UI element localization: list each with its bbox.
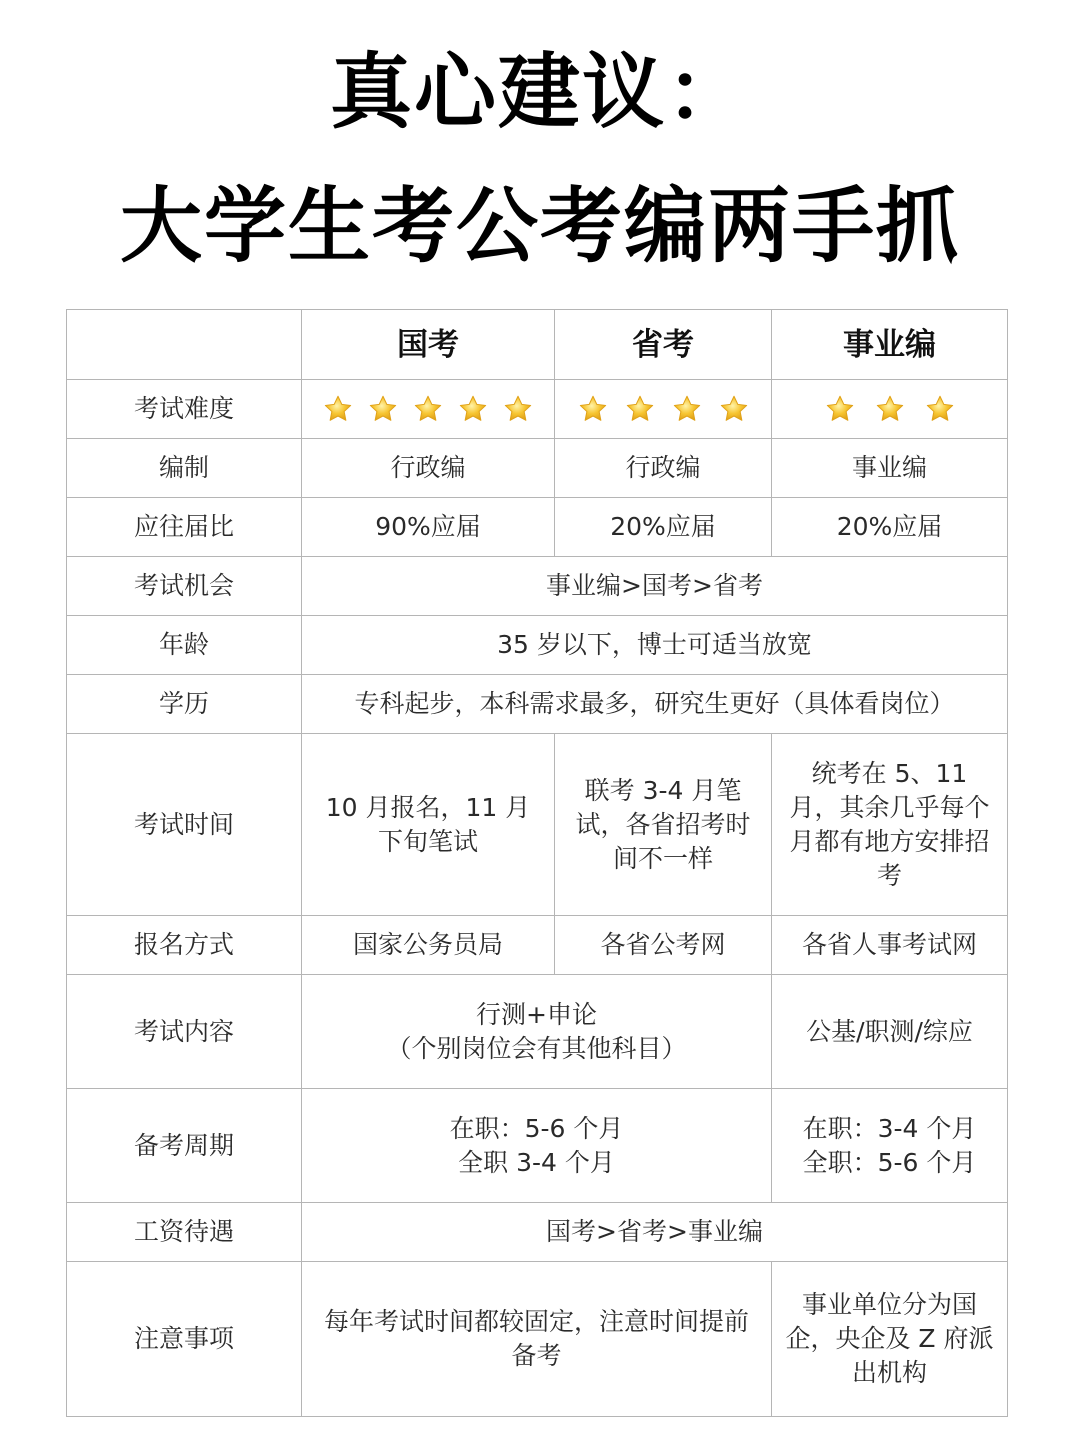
table-header-row: [67, 310, 1008, 380]
signup-shiye: 各省人事考试网: [772, 916, 1008, 975]
time-shiye: 统考在 5、11 月，其余几乎每个月都有地方安排招考: [772, 734, 1008, 916]
signup-shengkao: 各省公考网: [555, 916, 772, 975]
table-row-bianzhi: [67, 439, 1008, 498]
row-label-chance: 考试机会: [67, 557, 302, 616]
star-rating: [565, 394, 761, 424]
prep-gongwuyuan: [302, 1089, 772, 1203]
row-label-prep: 备考周期: [67, 1089, 302, 1203]
star-rating: [312, 394, 544, 424]
row-label-time: 考试时间: [67, 734, 302, 916]
star-emoji-icon: [458, 394, 488, 424]
star-emoji-icon: [413, 394, 443, 424]
star-emoji-icon: [719, 394, 749, 424]
table-row-salary: [67, 1203, 1008, 1262]
ratio-shiye: 20%应届: [772, 498, 1008, 557]
prep-gongwuyuan-line-2: 全职 3-4 个月: [458, 1147, 615, 1177]
table-row-difficulty: [67, 380, 1008, 439]
bianzhi-shiye: 事业编: [772, 439, 1008, 498]
star-emoji-icon: [672, 394, 702, 424]
table-row-education: [67, 675, 1008, 734]
page-title-line-1: 真心建议：: [329, 45, 750, 140]
chance-all: 事业编>国考>省考: [302, 557, 1008, 616]
header-shengkao: 省考: [555, 310, 772, 380]
row-label-notes: 注意事项: [67, 1262, 302, 1417]
prep-shiye: [772, 1089, 1008, 1203]
difficulty-shiye: [772, 380, 1008, 439]
page-title-line-2: 大学生考公考编两手抓: [119, 179, 960, 274]
header-empty-cell: [67, 310, 302, 380]
salary-all: 国考>省考>事业编: [302, 1203, 1008, 1262]
header-guokao: 国考: [302, 310, 555, 380]
star-emoji-icon: [503, 394, 533, 424]
star-emoji-icon: [368, 394, 398, 424]
ratio-shengkao: 20%应届: [555, 498, 772, 557]
signup-guokao: 国家公务员局: [302, 916, 555, 975]
age-all: 35 岁以下，博士可适当放宽: [302, 616, 1008, 675]
row-label-content: 考试内容: [67, 975, 302, 1089]
content-gongwuyuan: [302, 975, 772, 1089]
table-row-content: [67, 975, 1008, 1089]
bianzhi-guokao: 行政编: [302, 439, 555, 498]
star-emoji-icon: [925, 394, 955, 424]
row-label-age: 年龄: [67, 616, 302, 675]
difficulty-shengkao: [555, 380, 772, 439]
row-label-signup: 报名方式: [67, 916, 302, 975]
header-shiye: 事业编: [772, 310, 1008, 380]
content-shiye: 公基/职测/综应: [772, 975, 1008, 1089]
row-label-education: 学历: [67, 675, 302, 734]
time-shengkao: 联考 3-4 月笔试，各省招考时间不一样: [555, 734, 772, 916]
table-row-notes: [67, 1262, 1008, 1417]
content-gongwuyuan-line-2: （个别岗位会有其他科目）: [386, 1033, 687, 1063]
prep-shiye-line-2: 全职：5-6 个月: [802, 1147, 977, 1177]
table-row-age: [67, 616, 1008, 675]
table-row-signup: [67, 916, 1008, 975]
time-guokao: 10 月报名，11 月下旬笔试: [302, 734, 555, 916]
star-emoji-icon: [825, 394, 855, 424]
star-emoji-icon: [875, 394, 905, 424]
star-emoji-icon: [323, 394, 353, 424]
star-rating: [782, 394, 997, 424]
table-row-time: [67, 734, 1008, 916]
bianzhi-shengkao: 行政编: [555, 439, 772, 498]
row-label-salary: 工资待遇: [67, 1203, 302, 1262]
table-row-ratio: [67, 498, 1008, 557]
row-label-difficulty: 考试难度: [67, 380, 302, 439]
difficulty-guokao: [302, 380, 555, 439]
table-row-chance: [67, 557, 1008, 616]
notes-shiye: 事业单位分为国企，央企及 Z 府派出机构: [772, 1262, 1008, 1417]
notes-gongwuyuan: 每年考试时间都较固定，注意时间提前备考: [302, 1262, 772, 1417]
table-row-prep: [67, 1089, 1008, 1203]
row-label-bianzhi: 编制: [67, 439, 302, 498]
prep-shiye-line-1: 在职：3-4 个月: [802, 1113, 977, 1143]
row-label-ratio: 应往届比: [67, 498, 302, 557]
comparison-table: [66, 309, 1008, 1417]
prep-gongwuyuan-line-1: 在职：5-6 个月: [449, 1113, 624, 1143]
star-emoji-icon: [578, 394, 608, 424]
star-emoji-icon: [625, 394, 655, 424]
ratio-guokao: 90%应届: [302, 498, 555, 557]
content-gongwuyuan-line-1: 行测+申论: [476, 999, 597, 1029]
education-all: 专科起步，本科需求最多，研究生更好（具体看岗位）: [302, 675, 1008, 734]
